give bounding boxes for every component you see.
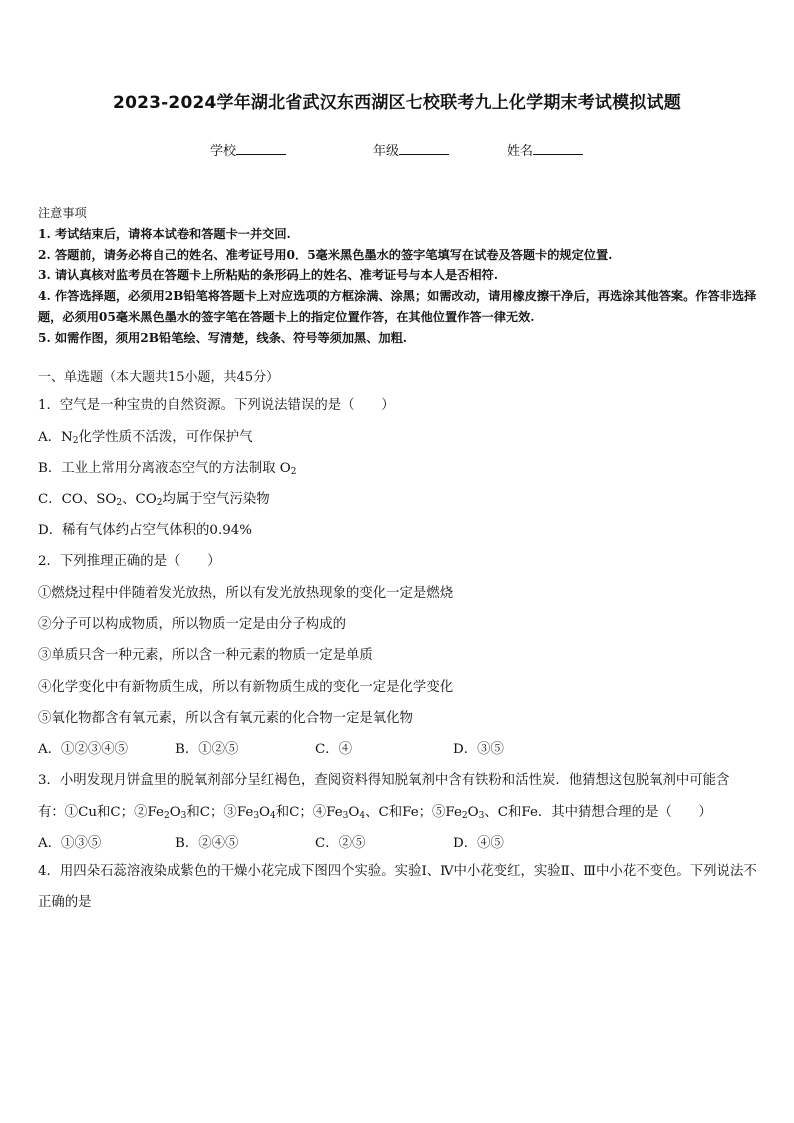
q3-text: 、C和Fe．其中猜想合理的是（ ）	[484, 805, 712, 820]
q1-c-sub2: 2	[156, 498, 163, 508]
grade-label: 年级	[373, 144, 400, 159]
q3-text: O	[169, 805, 181, 820]
q1-c-sub1: 2	[116, 498, 123, 508]
q2-stem: 2．下列推理正确的是（ ）	[38, 554, 221, 569]
q3-option-a[interactable]: A．①③⑤	[38, 836, 102, 851]
name-blank[interactable]	[533, 142, 583, 155]
q3-sub: 3	[342, 811, 349, 821]
q3-sub: 3	[180, 811, 187, 821]
q2-statement-1: ①燃烧过程中伴随着发光放热，所以有发光放热现象的变化一定是燃烧	[38, 586, 454, 601]
q4-stem: 4．用四朵石蕊溶液染成紫色的干燥小花完成下图四个实验。实验Ⅰ、Ⅳ中小花变红，实验Ⅱ、Ⅲ中小花不变色。下列说法不正确的是	[38, 864, 757, 910]
q1-stem: 1．空气是一种宝贵的自然资源。下列说法错误的是（ ）	[38, 398, 395, 413]
q1-c-mid: 、CO	[122, 492, 157, 507]
q1-option-b	[38, 457, 296, 476]
q2-statement-4: ④化学变化中有新物质生成，所以有新物质生成的变化一定是化学变化	[38, 680, 454, 695]
q3-sub: 3	[478, 811, 485, 821]
q2-statement-2: ②分子可以构成物质，所以物质一定是由分子构成的	[38, 617, 346, 632]
note-item: 1. 考试结束后，请将本试卷和答题卡一并交回.	[38, 226, 291, 241]
q3-text: 、C和Fe；⑤Fe	[365, 805, 462, 820]
q1-c-pre: C．CO、SO	[38, 492, 117, 507]
q1-c-post: 均属于空气污染物	[162, 492, 270, 507]
page-title: 2023-2024学年湖北省武汉东西湖区七校联考九上化学期末考试模拟试题	[113, 93, 681, 113]
q3-option-c[interactable]: C．②⑤	[315, 836, 366, 851]
q3-sub: 2	[461, 811, 468, 821]
note-item: 2. 答题前，请务必将自己的姓名、准考证号用0．5毫米黑色墨水的签字笔填写在试卷及答题卡的规定位置.	[38, 247, 613, 262]
q1-option-d: D．稀有气体约占空气体积的0.94%	[38, 523, 252, 538]
q1-a-post: 化学性质不活泼，可作保护气	[78, 430, 253, 445]
q3-text: 和C；③Fe	[186, 805, 254, 820]
notes-heading: 注意事项	[38, 206, 87, 220]
name-label: 姓名	[507, 144, 534, 159]
q2-statement-5: ⑤氧化物都含有氧元素，所以含有氧元素的化合物一定是氧化物	[38, 711, 413, 726]
q3-sub: 3	[253, 811, 260, 821]
q1-a-sub: 2	[72, 436, 79, 446]
q3-option-d[interactable]: D．④⑤	[453, 836, 504, 851]
q3-line-1: 3．小明发现月饼盒里的脱氧剂部分呈红褐色，查阅资料得知脱氧剂中含有铁粉和活性炭．他猜想这包脱氧剂中可能含	[38, 773, 730, 788]
q1-option-a	[38, 426, 253, 445]
q3-option-b[interactable]: B．②④⑤	[175, 836, 239, 851]
notes-block	[38, 203, 763, 349]
q3-text: 有：①Cu和C；②Fe	[38, 805, 164, 820]
q2-option-c[interactable]: C．④	[315, 742, 353, 757]
q3-line-2	[38, 801, 712, 820]
q2-option-d[interactable]: D．③⑤	[453, 742, 504, 757]
note-item: 4. 作答选择题，必须用2B铅笔将答题卡上对应选项的方框涂满、涂黑；如需改动，请用橡皮擦干净后，再选涂其他答案。作答非选择题，必须用05毫米黑色墨水的签字笔在答题卡上的指定位置作答，在其他位置作答一律无效.	[38, 289, 757, 324]
q3-text: O	[259, 805, 271, 820]
school-field[interactable]	[210, 140, 286, 159]
q2-option-a[interactable]: A．①②③④⑤	[38, 742, 129, 757]
q3-sub: 4	[359, 811, 366, 821]
q2-option-b[interactable]: B．①②⑤	[175, 742, 239, 757]
q3-text: O	[467, 805, 479, 820]
note-item: 3. 请认真核对监考员在答题卡上所粘贴的条形码上的姓名、准考证号与本人是否相符.	[38, 268, 498, 283]
q1-b-sub: 2	[290, 467, 297, 477]
q3-sub: 2	[163, 811, 170, 821]
school-label: 学校	[210, 144, 237, 159]
q3-text: O	[348, 805, 360, 820]
grade-blank[interactable]	[399, 142, 449, 155]
note-item: 5. 如需作图，须用2B铅笔绘、写清楚，线条、符号等须加黑、加粗.	[38, 330, 408, 345]
grade-field[interactable]	[373, 140, 449, 159]
section-heading: 一、单选题（本大题共15小题，共45分）	[38, 370, 280, 385]
q2-statement-3: ③单质只含一种元素，所以含一种元素的物质一定是单质	[38, 648, 373, 663]
q3-text: 和C；④Fe	[275, 805, 343, 820]
q1-b-pre: B．工业上常用分离液态空气的方法制取 O	[38, 461, 291, 476]
name-field[interactable]	[507, 140, 583, 159]
q3-sub: 4	[270, 811, 276, 821]
school-blank[interactable]	[236, 142, 286, 155]
q1-a-pre: A．N	[38, 430, 73, 445]
q1-option-c	[38, 488, 270, 507]
